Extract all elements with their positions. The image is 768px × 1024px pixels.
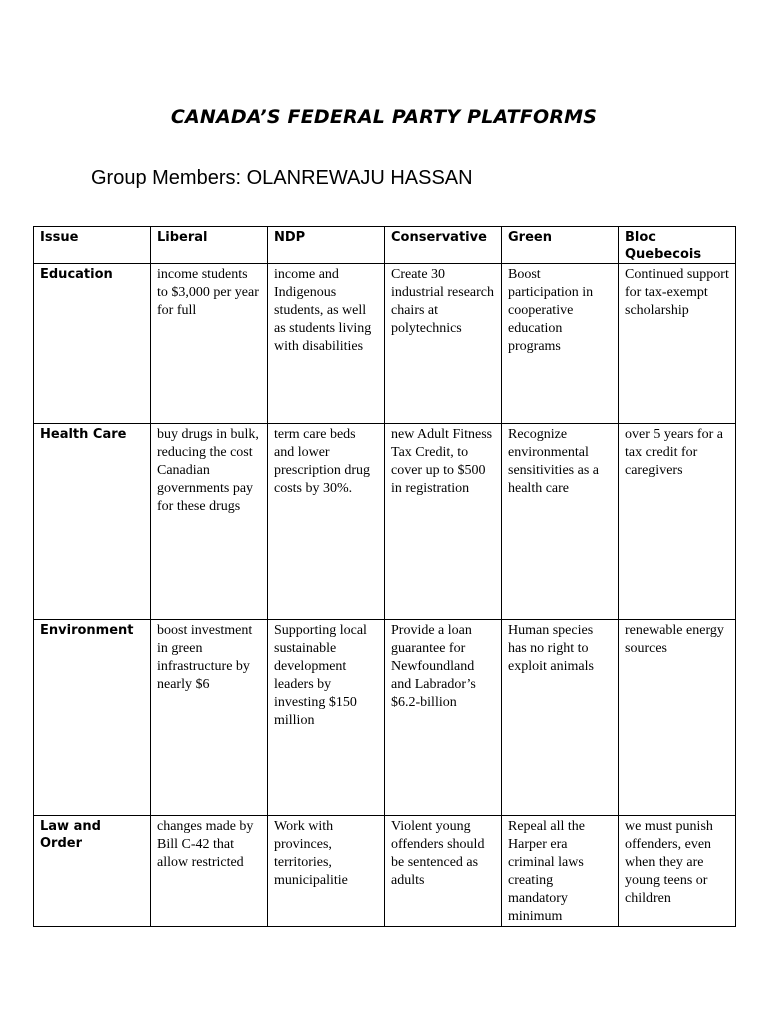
ndp-cell: term care beds and lower prescription drug costs by 30%. (268, 424, 385, 620)
header-bloc: Bloc Quebecois (619, 227, 736, 264)
issue-cell: Environment (34, 620, 151, 816)
bloc-cell: Continued support for tax-exempt scholarship (619, 264, 736, 424)
table-row-environment (34, 620, 736, 816)
bloc-cell: renewable energy sources (619, 620, 736, 816)
header-conservative: Conservative (385, 227, 502, 264)
conservative-cell: Violent young offenders should be sentenced as adults (385, 816, 502, 927)
platforms-table (33, 226, 736, 927)
group-members: Group Members: OLANREWAJU HASSAN (91, 167, 473, 189)
header-green: Green (502, 227, 619, 264)
bloc-cell: we must punish offenders, even when they are young teens or children (619, 816, 736, 927)
header-issue: Issue (34, 227, 151, 264)
table-row-education (34, 264, 736, 424)
table-row-health-care (34, 424, 736, 620)
header-liberal: Liberal (151, 227, 268, 264)
header-ndp: NDP (268, 227, 385, 264)
conservative-cell: Create 30 industrial research chairs at polytechnics (385, 264, 502, 424)
issue-cell: Health Care (34, 424, 151, 620)
issue-cell: Law and Order (34, 816, 151, 927)
liberal-cell: income students to $3,000 per year for full (151, 264, 268, 424)
issue-cell: Education (34, 264, 151, 424)
ndp-cell: income and Indigenous students, as well as students living with disabilities (268, 264, 385, 424)
table-header-row (34, 227, 736, 264)
ndp-cell: Supporting local sustainable development leaders by investing $150 million (268, 620, 385, 816)
liberal-cell: buy drugs in bulk, reducing the cost Canadian governments pay for these drugs (151, 424, 268, 620)
green-cell: Recognize environmental sensitivities as a health care (502, 424, 619, 620)
conservative-cell: Provide a loan guarantee for Newfoundland and Labrador’s $6.2-billion (385, 620, 502, 816)
ndp-cell: Work with provinces, territories, municipalitie (268, 816, 385, 927)
green-cell: Repeal all the Harper era criminal laws creating mandatory minimum (502, 816, 619, 927)
green-cell: Human species has no right to exploit animals (502, 620, 619, 816)
liberal-cell: changes made by Bill C-42 that allow restricted (151, 816, 268, 927)
liberal-cell: boost investment in green infrastructure by nearly $6 (151, 620, 268, 816)
conservative-cell: new Adult Fitness Tax Credit, to cover up to $500 in registration (385, 424, 502, 620)
bloc-cell: over 5 years for a tax credit for caregivers (619, 424, 736, 620)
table-row-law-and-order (34, 816, 736, 927)
document-title: CANADA’S FEDERAL PARTY PLATFORMS (170, 106, 598, 128)
green-cell: Boost participation in cooperative education programs (502, 264, 619, 424)
